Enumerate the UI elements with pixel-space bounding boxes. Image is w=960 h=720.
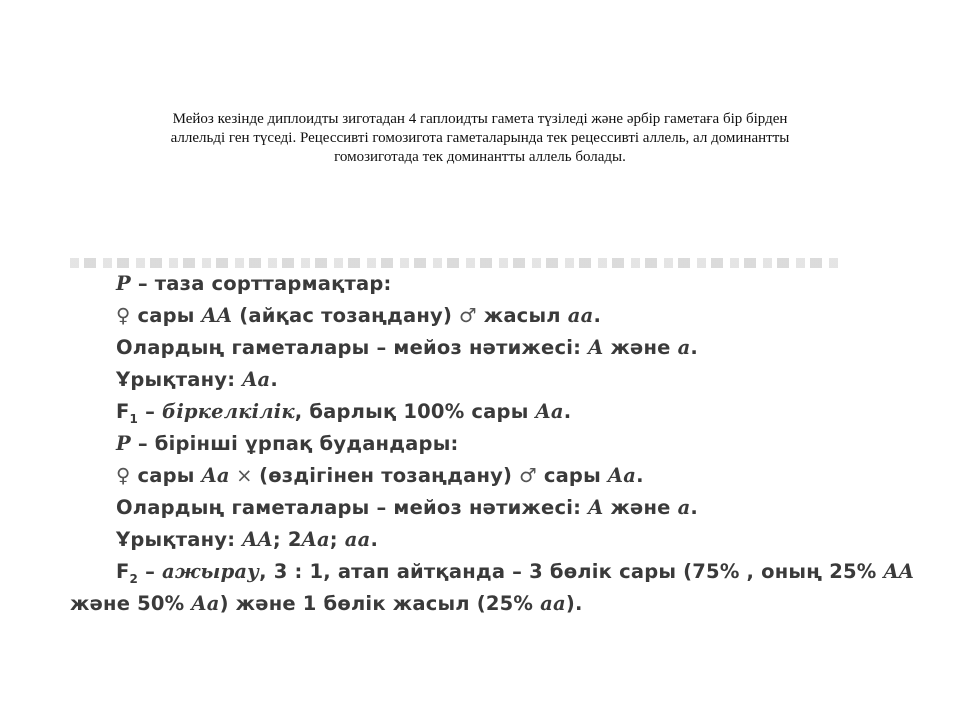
text: Ұрықтану: [116,528,243,551]
female-icon: ♀ [116,464,131,487]
text-line-cross-1 [116,300,601,332]
genotype: AA [242,528,273,551]
symbol-p: P [116,432,131,455]
text: – бірінші ұрпақ будандары: [130,432,459,455]
text: Олардың гаметалары – мейоз нәтижесі: [116,496,589,519]
text: . [370,528,379,551]
text: . [690,336,699,359]
text-line-cross-2 [116,460,644,492]
text: және [603,336,678,359]
text-line-parents-2 [116,428,459,460]
intro-line: гомозиготада тек доминантты аллель болады. [334,149,626,165]
text: . [636,464,644,487]
text-line-f2-continued [70,588,583,620]
allele: a [677,336,691,359]
text-line-f2 [116,556,914,588]
text: сары [536,464,608,487]
text: – [138,400,163,423]
text: ; [329,528,345,551]
intro-line: аллельді ген түседі. Рецессивті гомозигота гаметаларында тек рецессивті аллель, ал доминантты [170,130,790,146]
text: сары [130,464,202,487]
genotype: AA [201,304,233,327]
text: ; 2 [272,528,302,551]
text: Ұрықтану: [116,368,243,391]
genotype: AA [883,560,915,583]
allele: A [588,496,604,519]
male-icon: ♂ [459,304,477,327]
genotype: Aa [242,368,271,391]
text: . [270,368,278,391]
genotype: aa [567,304,594,327]
text: (айқас тозаңдану) [232,304,460,327]
term-italic: ажырау [162,560,260,583]
male-icon: ♂ [519,464,537,487]
text-line-parents [116,268,392,300]
subscript: 1 [129,412,139,426]
text: ). [565,592,583,615]
text: . [563,400,572,423]
female-icon: ♀ [116,304,131,327]
symbol-f: F [116,560,130,583]
text: , барлық 100% сары [294,400,536,423]
intro-line: Мейоз кезінде диплоидты зиготадан 4 гаплоидты гамета түзіледі және әрбір гаметаға бір бірден [172,111,788,127]
text-line-fertilization-2 [116,524,378,556]
scan-cut-edge [70,258,840,268]
cross-icon: × [229,464,260,487]
text-line-fertilization-1 [116,364,278,396]
genotype: Aa [191,592,220,615]
allele: A [588,336,604,359]
text: – [138,560,163,583]
genotype: Aa [607,464,637,487]
symbol-p: P [116,272,131,295]
symbol-f: F [116,400,130,423]
text: ) және 1 бөлік жасыл (25% [219,592,541,615]
text-line-f1 [116,396,571,428]
text: сары [130,304,202,327]
genotype: aa [540,592,566,615]
text: , 3 : 1, атап айтқанда – 3 бөлік сары (75% , оның 25% [259,560,884,583]
text: Олардың гаметалары – мейоз нәтижесі: [116,336,589,359]
genotype: Aa [201,464,230,487]
text-line-gametes-2 [116,492,698,524]
text: (өздігінен тозаңдану) [259,464,520,487]
intro-paragraph [100,110,860,167]
genotype: Aa [535,400,564,423]
text-line-gametes-1 [116,332,698,364]
text: . [593,304,602,327]
text: жасыл [476,304,568,327]
genotype: Aa [301,528,330,551]
genotype: aa [344,528,371,551]
term-italic: біркелкілік [162,400,295,423]
text: және [603,496,678,519]
allele: a [677,496,691,519]
text: және 50% [70,592,192,615]
subscript: 2 [129,572,139,586]
text: – таза сорттармақтар: [130,272,392,295]
text: . [690,496,699,519]
